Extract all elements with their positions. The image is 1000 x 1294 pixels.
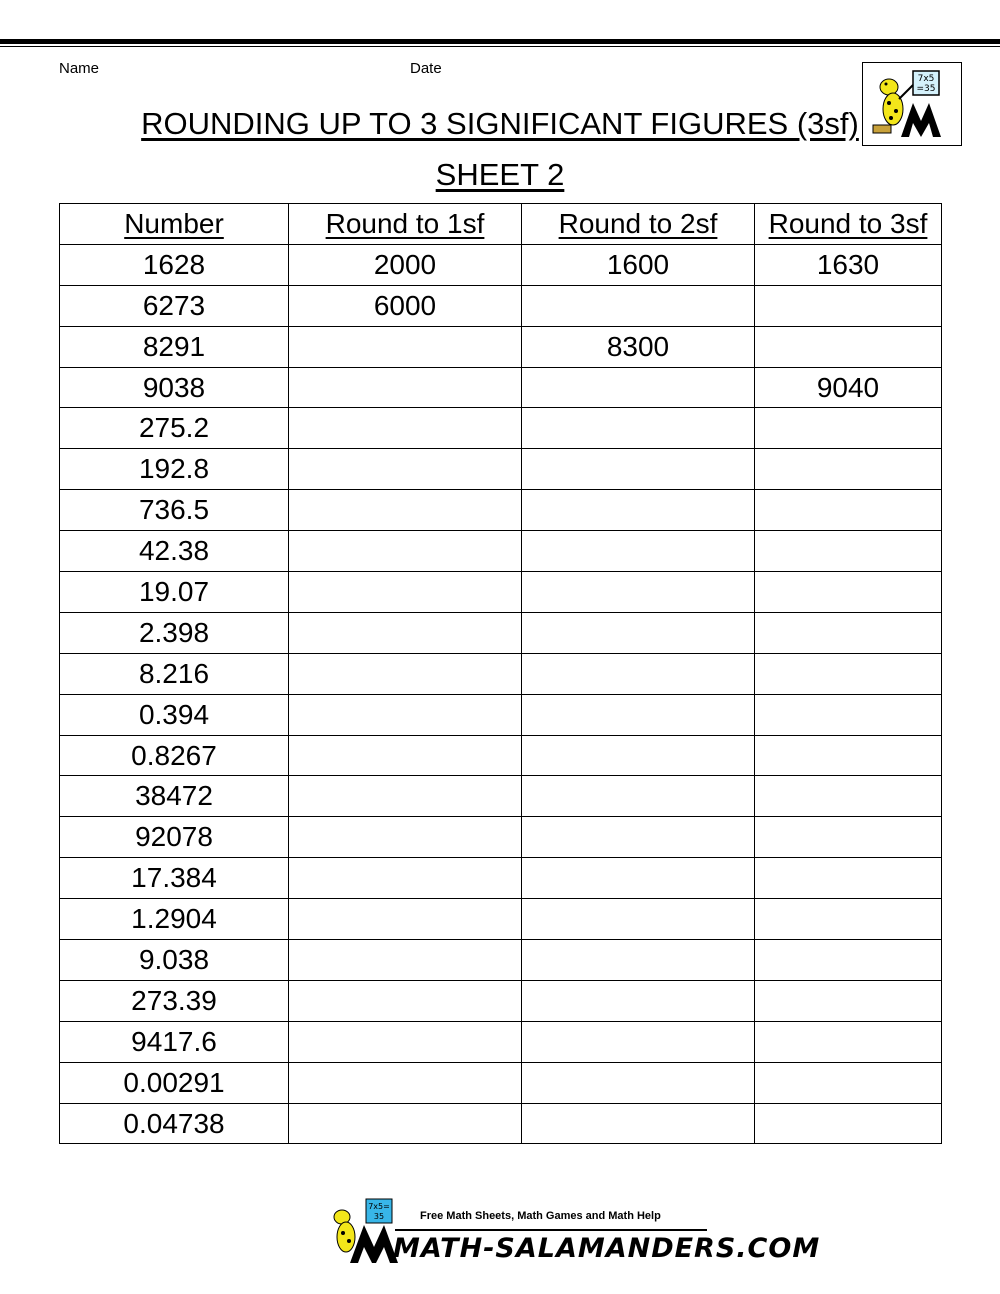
round-2sf-cell: [522, 285, 755, 326]
round-3sf-cell: [755, 653, 942, 694]
round-1sf-cell: [289, 612, 522, 653]
number-cell: 0.00291: [60, 1062, 289, 1103]
round-3sf-cell: [755, 899, 942, 940]
table-row: [60, 490, 942, 531]
round-2sf-cell: [522, 367, 755, 408]
round-3sf-cell: [755, 285, 942, 326]
round-1sf-cell: [289, 408, 522, 449]
table-row: [60, 817, 942, 858]
number-cell: 2.398: [60, 612, 289, 653]
table-row: [60, 285, 942, 326]
round-2sf-cell: [522, 1103, 755, 1144]
logo-board-line1: 7x5: [917, 74, 935, 84]
round-1sf-cell: [289, 735, 522, 776]
footer-board-line2: 35: [373, 1212, 385, 1221]
number-cell: 0.394: [60, 694, 289, 735]
salamander-icon: [863, 63, 961, 145]
round-1sf-cell: [289, 1062, 522, 1103]
footer-board-line1: 7x5=: [368, 1202, 390, 1211]
table-row: [60, 408, 942, 449]
round-2sf-cell: 8300: [522, 326, 755, 367]
round-2sf-cell: [522, 980, 755, 1021]
page-subtitle: SHEET 2: [435, 157, 565, 192]
logo-board-line2: =35: [916, 84, 936, 94]
round-2sf-cell: [522, 776, 755, 817]
number-cell: 17.384: [60, 858, 289, 899]
round-3sf-cell: 9040: [755, 367, 942, 408]
number-cell: 42.38: [60, 531, 289, 572]
table-row: [60, 449, 942, 490]
header-round-3sf: Round to 3sf: [755, 204, 942, 245]
number-cell: 275.2: [60, 408, 289, 449]
table-row: [60, 980, 942, 1021]
table-row: [60, 1062, 942, 1103]
table-row: [60, 1021, 942, 1062]
table-row: [60, 735, 942, 776]
number-cell: 8291: [60, 326, 289, 367]
number-cell: 9.038: [60, 940, 289, 981]
table-row: [60, 1103, 942, 1144]
round-3sf-cell: [755, 449, 942, 490]
salamander-logo: [862, 62, 962, 146]
number-cell: 736.5: [60, 490, 289, 531]
page-title: ROUNDING UP TO 3 SIGNIFICANT FIGURES (3sf): [141, 106, 859, 141]
round-3sf-cell: [755, 1062, 942, 1103]
round-2sf-cell: [522, 1062, 755, 1103]
round-3sf-cell: [755, 858, 942, 899]
table-row: [60, 858, 942, 899]
footer-tagline: Free Math Sheets, Math Games and Math Help: [420, 1210, 661, 1222]
round-3sf-cell: [755, 694, 942, 735]
round-3sf-cell: [755, 612, 942, 653]
round-2sf-cell: [522, 817, 755, 858]
round-3sf-cell: [755, 531, 942, 572]
round-3sf-cell: 1630: [755, 244, 942, 285]
number-cell: 0.8267: [60, 735, 289, 776]
table-row: [60, 612, 942, 653]
footer-brand: MATH-SALAMANDERS.COM: [393, 1233, 821, 1264]
round-2sf-cell: [522, 408, 755, 449]
top-rule: [0, 39, 1000, 44]
round-3sf-cell: [755, 940, 942, 981]
round-1sf-cell: [289, 490, 522, 531]
round-1sf-cell: 6000: [289, 285, 522, 326]
footer-divider: [395, 1229, 707, 1231]
round-3sf-cell: [755, 326, 942, 367]
round-3sf-cell: [755, 1103, 942, 1144]
round-2sf-cell: [522, 449, 755, 490]
round-2sf-cell: [522, 653, 755, 694]
table-row: [60, 244, 942, 285]
number-cell: 8.216: [60, 653, 289, 694]
round-1sf-cell: [289, 1103, 522, 1144]
number-cell: 273.39: [60, 980, 289, 1021]
round-2sf-cell: [522, 735, 755, 776]
round-2sf-cell: [522, 858, 755, 899]
round-2sf-cell: [522, 1021, 755, 1062]
round-3sf-cell: [755, 572, 942, 613]
table-row: [60, 326, 942, 367]
round-1sf-cell: [289, 694, 522, 735]
round-2sf-cell: [522, 531, 755, 572]
date-label: Date: [410, 60, 442, 77]
round-3sf-cell: [755, 408, 942, 449]
number-cell: 9038: [60, 367, 289, 408]
table-row: [60, 694, 942, 735]
round-3sf-cell: [755, 776, 942, 817]
round-1sf-cell: [289, 1021, 522, 1062]
name-label: Name: [59, 60, 100, 77]
table-row: [60, 653, 942, 694]
round-1sf-cell: [289, 531, 522, 572]
number-cell: 1.2904: [60, 899, 289, 940]
round-1sf-cell: 2000: [289, 244, 522, 285]
number-cell: 9417.6: [60, 1021, 289, 1062]
round-2sf-cell: [522, 899, 755, 940]
round-2sf-cell: [522, 572, 755, 613]
table-row: [60, 940, 942, 981]
round-3sf-cell: [755, 980, 942, 1021]
number-cell: 38472: [60, 776, 289, 817]
round-2sf-cell: [522, 490, 755, 531]
round-1sf-cell: [289, 326, 522, 367]
number-cell: 19.07: [60, 572, 289, 613]
worksheet-table: [59, 203, 942, 1144]
header-round-1sf: Round to 1sf: [289, 204, 522, 245]
table-row: [60, 776, 942, 817]
round-2sf-cell: [522, 940, 755, 981]
top-rule-thin: [0, 46, 1000, 47]
round-2sf-cell: 1600: [522, 244, 755, 285]
round-1sf-cell: [289, 980, 522, 1021]
round-1sf-cell: [289, 899, 522, 940]
round-1sf-cell: [289, 572, 522, 613]
round-3sf-cell: [755, 1021, 942, 1062]
header-round-2sf: Round to 2sf: [522, 204, 755, 245]
number-cell: 1628: [60, 244, 289, 285]
number-cell: 6273: [60, 285, 289, 326]
round-1sf-cell: [289, 817, 522, 858]
number-cell: 192.8: [60, 449, 289, 490]
round-2sf-cell: [522, 694, 755, 735]
table-row: [60, 572, 942, 613]
round-1sf-cell: [289, 653, 522, 694]
round-1sf-cell: [289, 940, 522, 981]
round-1sf-cell: [289, 367, 522, 408]
table-header-row: [60, 204, 942, 245]
table-row: [60, 531, 942, 572]
header-number: Number: [60, 204, 289, 245]
round-3sf-cell: [755, 490, 942, 531]
number-cell: 0.04738: [60, 1103, 289, 1144]
round-3sf-cell: [755, 735, 942, 776]
round-3sf-cell: [755, 817, 942, 858]
round-2sf-cell: [522, 612, 755, 653]
table-row: [60, 899, 942, 940]
number-cell: 92078: [60, 817, 289, 858]
table-row: [60, 367, 942, 408]
round-1sf-cell: [289, 776, 522, 817]
round-1sf-cell: [289, 449, 522, 490]
round-1sf-cell: [289, 858, 522, 899]
